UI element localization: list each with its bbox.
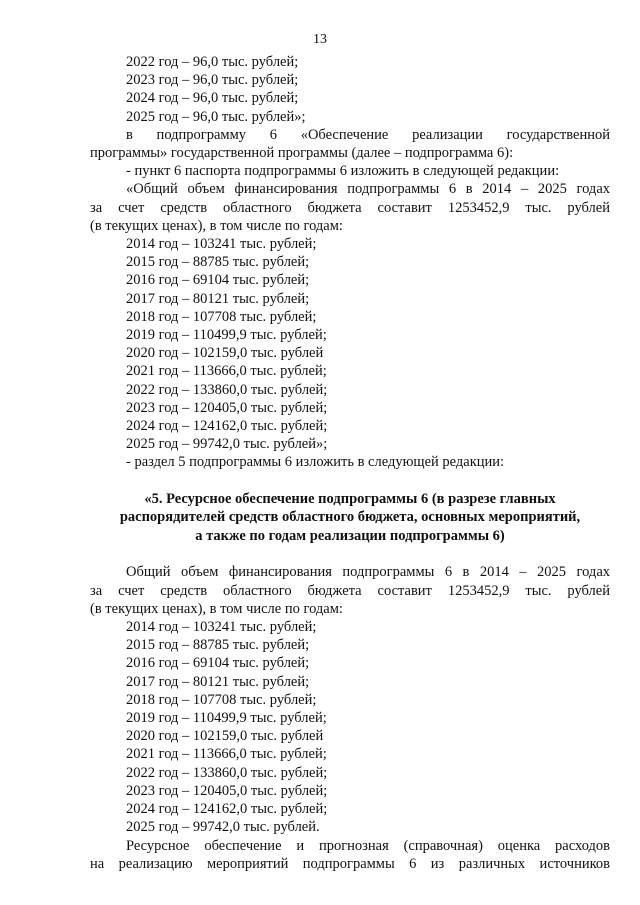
paragraph-line: (в текущих ценах), в том числе по годам: [90, 217, 343, 234]
document-body [90, 53, 610, 873]
year-line: 2021 год – 113666,0 тыс. рублей; [126, 746, 327, 763]
year-line: 2016 год – 69104 тыс. рублей; [126, 655, 310, 672]
year-line: 2020 год – 102159,0 тыс. рублей [126, 728, 324, 745]
paragraph-line: - пункт 6 паспорта подпрограммы 6 изложить в следующей редакции: [126, 163, 560, 180]
year-line: 2018 год – 107708 тыс. рублей; [126, 691, 317, 708]
year-line: 2018 год – 107708 тыс. рублей; [126, 308, 317, 325]
heading-line: распорядителей средств областного бюджета, основных мероприятий, [119, 509, 581, 526]
year-line: 2024 год – 124162,0 тыс. рублей; [126, 418, 328, 435]
year-line: 2020 год – 102159,0 тыс. рублей [126, 345, 324, 362]
year-line: 2023 год – 96,0 тыс. рублей; [126, 72, 299, 89]
year-line: 2022 год – 133860,0 тыс. рублей; [126, 764, 328, 781]
paragraph-line: - раздел 5 подпрограммы 6 изложить в следующей редакции: [126, 454, 505, 471]
page-number: 13 [313, 32, 327, 47]
year-line: 2014 год – 103241 тыс. рублей; [126, 236, 317, 253]
year-line: 2019 год – 110499,9 тыс. рублей; [126, 327, 327, 344]
spacer [90, 545, 610, 563]
paragraph-line: Ресурсное обеспечение и прогнозная (справочная) оценка расходов [126, 837, 610, 854]
heading-line: а также по годам реализации подпрограммы 6) [195, 527, 505, 544]
year-line: 2016 год – 69104 тыс. рублей; [126, 272, 310, 289]
year-line: 2025 год – 96,0 тыс. рублей»; [126, 108, 306, 125]
spacer [90, 472, 610, 490]
year-line: 2024 год – 124162,0 тыс. рублей; [126, 801, 328, 818]
year-line: 2021 год – 113666,0 тыс. рублей; [126, 363, 327, 380]
paragraph-line: за счет средств областного бюджета составит 1253452,9 тыс. рублей [90, 199, 610, 216]
year-line: 2022 год – 96,0 тыс. рублей; [126, 54, 299, 70]
paragraph-line: (в текущих ценах), в том числе по годам: [90, 600, 343, 617]
year-line: 2017 год – 80121 тыс. рублей; [126, 290, 310, 307]
year-line: 2025 год – 99742,0 тыс. рублей»; [126, 436, 328, 453]
paragraph-line: Общий объем финансирования подпрограммы 6 в 2014 – 2025 годах [126, 564, 610, 581]
year-line: 2023 год – 120405,0 тыс. рублей; [126, 399, 328, 416]
year-line: 2019 год – 110499,9 тыс. рублей; [126, 710, 327, 727]
section-heading [96, 490, 604, 546]
heading-line: «5. Ресурсное обеспечение подпрограммы 6 (в разрезе главных [144, 490, 556, 507]
paragraph-line: на реализацию мероприятий подпрограммы 6 из различных источников [90, 855, 610, 872]
year-line: 2025 год – 99742,0 тыс. рублей. [126, 819, 320, 836]
year-line: 2015 год – 88785 тыс. рублей; [126, 637, 310, 654]
year-line: 2024 год – 96,0 тыс. рублей; [126, 90, 299, 107]
paragraph-line: программы» государственной программы (далее – подпрограмма 6): [90, 145, 514, 162]
paragraph-line: в подпрограмму 6 «Обеспечение реализации государственной [126, 126, 610, 143]
year-line: 2017 год – 80121 тыс. рублей; [126, 673, 310, 690]
year-line: 2023 год – 120405,0 тыс. рублей; [126, 782, 328, 799]
year-line: 2014 год – 103241 тыс. рублей; [126, 619, 317, 636]
paragraph-line: «Общий объем финансирования подпрограммы 6 в 2014 – 2025 годах [126, 181, 610, 198]
paragraph-line: за счет средств областного бюджета составит 1253452,9 тыс. рублей [90, 582, 610, 599]
year-line: 2015 год – 88785 тыс. рублей; [126, 254, 310, 271]
year-line: 2022 год – 133860,0 тыс. рублей; [126, 381, 328, 398]
